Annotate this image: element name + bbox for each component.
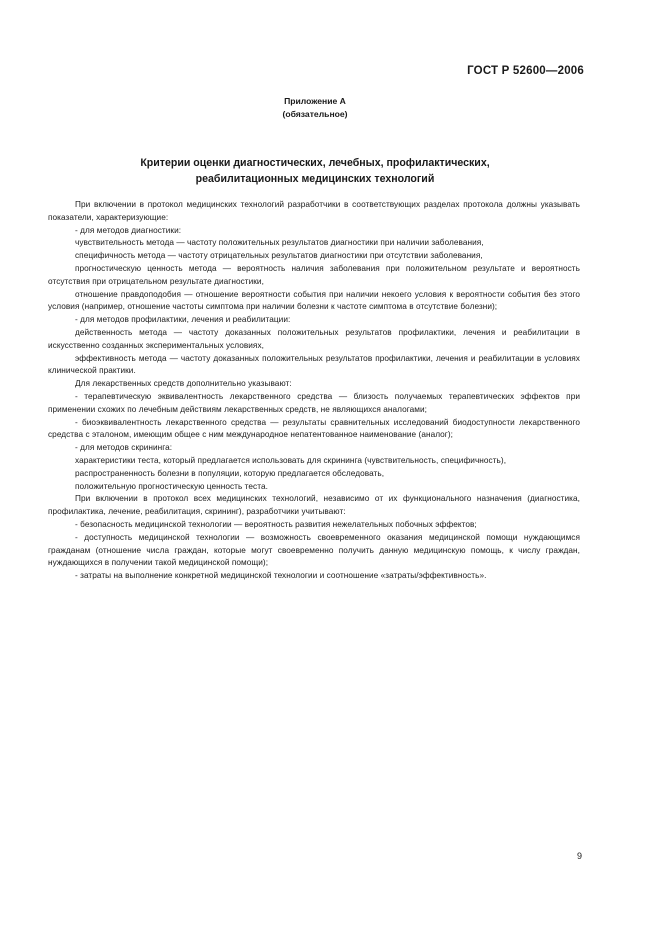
- list-item: - терапевтическую эквивалентность лекарственного средства — близость получаемых терапевтических эффектов при применении схожих по лечебным действиям лекарственных средств, не являющихся аналогами;: [48, 391, 580, 414]
- paragraph: отношение правдоподобия — отношение вероятности события при наличии некоего условия к вероятности события без этого условия (например, отношение частоты симптома при наличии болезни к частоте симптома в отсутствие болезни);: [48, 289, 580, 312]
- paragraph: положительную прогностическую ценность теста.: [75, 481, 268, 491]
- appendix-heading: [0, 95, 630, 121]
- page-number: 9: [576, 851, 582, 861]
- list-item: - для методов скрининга:: [75, 443, 173, 453]
- paragraph: При включении в протокол всех медицинских технологий, независимо от их функционального назначения (диагностика, профилактика, лечение, реабилитация, скрининг), разработчики учитывают:: [48, 494, 580, 517]
- paragraph: действенность метода — частоту доказанных положительных результатов профилактики, лечения и реабилитации в искусственно созданных экспериментальных условиях,: [48, 327, 580, 350]
- appendix-status: (обязательное): [282, 109, 348, 119]
- paragraph: При включении в протокол медицинских технологий разработчики в соответствующих разделах протокола должны указывать показатели, характеризующие:: [48, 200, 580, 222]
- paragraph: характеристики теста, который предлагается использовать для скрининга (чувствительность, специфичность),: [75, 455, 507, 465]
- paragraph: специфичность метода — частоту отрицательных результатов диагностики при отсутствии заболевания,: [75, 251, 483, 261]
- title-line-1: Критерии оценки диагностических, лечебных, профилактических,: [140, 157, 490, 169]
- document-title: [0, 155, 630, 187]
- paragraph: чувствительность метода — частоту положительных результатов диагностики при наличии заболевания,: [75, 238, 484, 248]
- appendix-label: Приложение А: [284, 96, 346, 106]
- list-item: - безопасность медицинской технологии — вероятность развития нежелательных побочных эффектов;: [75, 519, 477, 529]
- standard-code: ГОСТ Р 52600—2006: [467, 65, 584, 77]
- list-item: - затраты на выполнение конкретной медицинской технологии и соотношение «затраты/эффективность».: [75, 571, 487, 581]
- title-line-2: реабилитационных медицинских технологий: [195, 173, 435, 185]
- list-item: - для методов профилактики, лечения и реабилитации:: [75, 315, 291, 325]
- body-text: [48, 199, 580, 583]
- paragraph: прогностическую ценность метода — вероятность наличия заболевания при положительном результате и вероятность отсутствия при отрицательном результате диагностики,: [48, 263, 580, 286]
- paragraph: эффективность метода — частоту доказанных положительных результатов профилактики, лечения и реабилитации в условиях клинической практики.: [48, 353, 580, 376]
- list-item: - доступность медицинской технологии — возможность своевременного оказания медицинской помощи нуждающимся гражданам (отношение числа граждан, которые могут своевременно получить данную медицинскую помощь, к числу граждан, нуждающихся в получении такой медицинской помощи);: [48, 532, 580, 568]
- paragraph: распространенность болезни в популяции, которую предлагается обследовать,: [75, 468, 385, 478]
- list-item: - биоэквивалентность лекарственного средства — результаты сравнительных исследований биодоступности лекарственного средства с эталоном, имеющим общее с ним международное непатентованное наименование (аналог);: [48, 417, 580, 440]
- paragraph: Для лекарственных средств дополнительно указывают:: [75, 379, 292, 389]
- list-item: - для методов диагностики:: [75, 225, 182, 235]
